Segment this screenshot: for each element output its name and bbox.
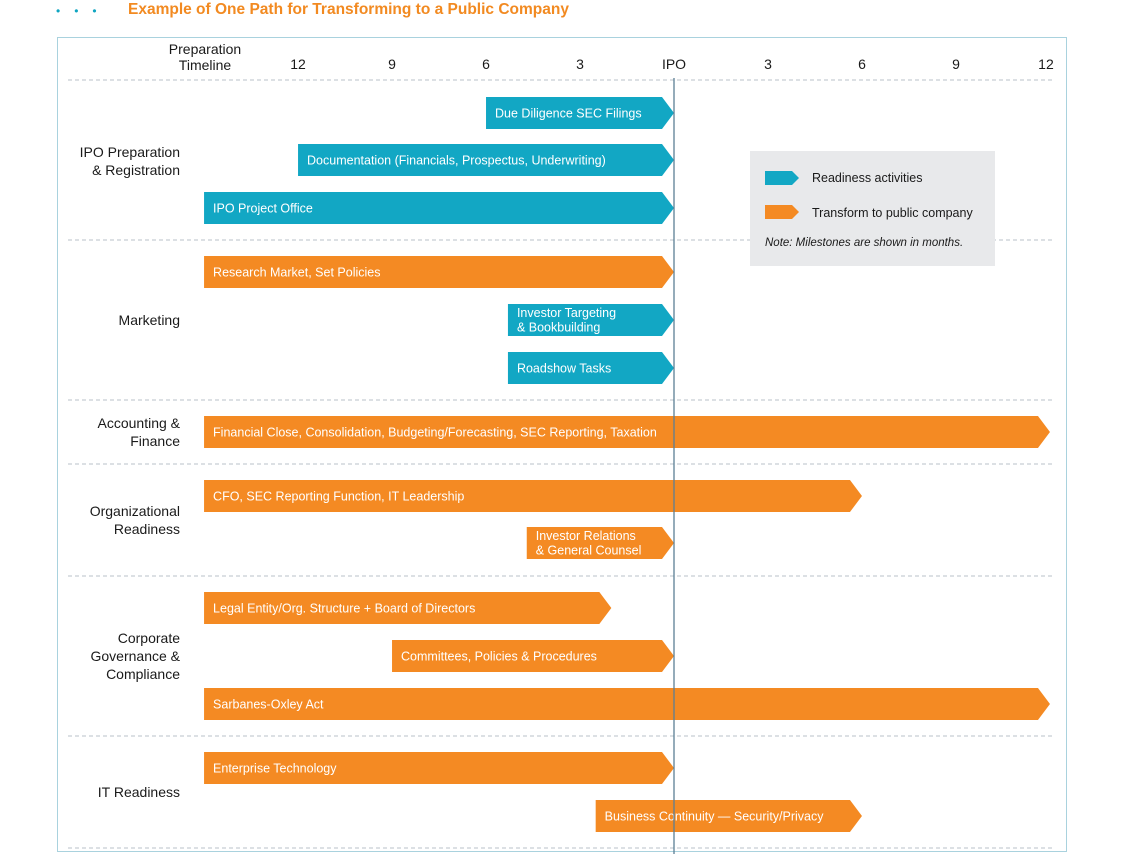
readiness-legend-arrow-icon <box>765 171 799 185</box>
timeline-bar-label: Due Diligence SEC Filings <box>495 106 642 121</box>
timeline-tick-label: 6 <box>858 56 866 72</box>
timeline-tick-label: 12 <box>1038 56 1054 72</box>
timeline-bar-label: Sarbanes-Oxley Act <box>213 697 324 712</box>
timeline-tick-label: 3 <box>764 56 772 72</box>
category-label: Accounting & Finance <box>97 415 180 449</box>
timeline-bar-label: Documentation (Financials, Prospectus, Underwriting) <box>307 153 606 168</box>
timeline-tick-label: 9 <box>388 56 396 72</box>
timeline-bar-label: CFO, SEC Reporting Function, IT Leadership <box>213 489 465 504</box>
legend-transform-label: Transform to public company <box>812 206 973 220</box>
timeline-header-line2: Timeline <box>178 57 232 73</box>
timeline-bar-label: Roadshow Tasks <box>516 361 612 376</box>
category-label: Organizational Readiness <box>89 503 180 537</box>
timeline-tick-label: 6 <box>482 56 490 72</box>
category-label: Marketing <box>118 312 180 328</box>
timeline-bar-label: Investor Relations & General Counsel <box>535 529 642 558</box>
timeline-tick-label: IPO <box>661 56 687 72</box>
category-label: IT Readiness <box>97 784 180 800</box>
timeline-bar-label: Investor Targeting & Bookbuilding <box>516 306 617 335</box>
timeline-tick-label: 12 <box>290 56 306 72</box>
category-label: Corporate Governance & Compliance <box>90 630 180 682</box>
timeline-bar-label: Financial Close, Consolidation, Budgeting/Forecasting, SEC Reporting, Taxation <box>213 425 657 440</box>
timeline-bar-label: Legal Entity/Org. Structure + Board of Directors <box>213 601 476 616</box>
timeline-bar-label: Committees, Policies & Procedures <box>401 649 597 664</box>
timeline-header-line1: Preparation <box>168 41 242 57</box>
decorative-dots: ••• <box>56 4 111 18</box>
legend-note: Note: Milestones are shown in months. <box>765 237 964 249</box>
legend <box>750 151 995 266</box>
legend-readiness-label: Readiness activities <box>812 171 923 185</box>
timeline-bar-label: Business Continuity — Security/Privacy <box>604 809 824 824</box>
category-label: IPO Preparation & Registration <box>79 144 180 178</box>
timeline-tick-label: 3 <box>576 56 584 72</box>
timeline-header <box>160 41 250 73</box>
timeline-bar-label: Enterprise Technology <box>213 761 337 776</box>
timeline-bar-label: Research Market, Set Policies <box>213 265 381 280</box>
timeline-bar <box>204 688 1050 720</box>
timeline-bar-label: IPO Project Office <box>213 201 313 216</box>
timeline-tick-label: 9 <box>952 56 960 72</box>
transform-legend-arrow-icon <box>765 205 799 219</box>
page-title: Example of One Path for Transforming to a Public Company <box>128 1 569 18</box>
